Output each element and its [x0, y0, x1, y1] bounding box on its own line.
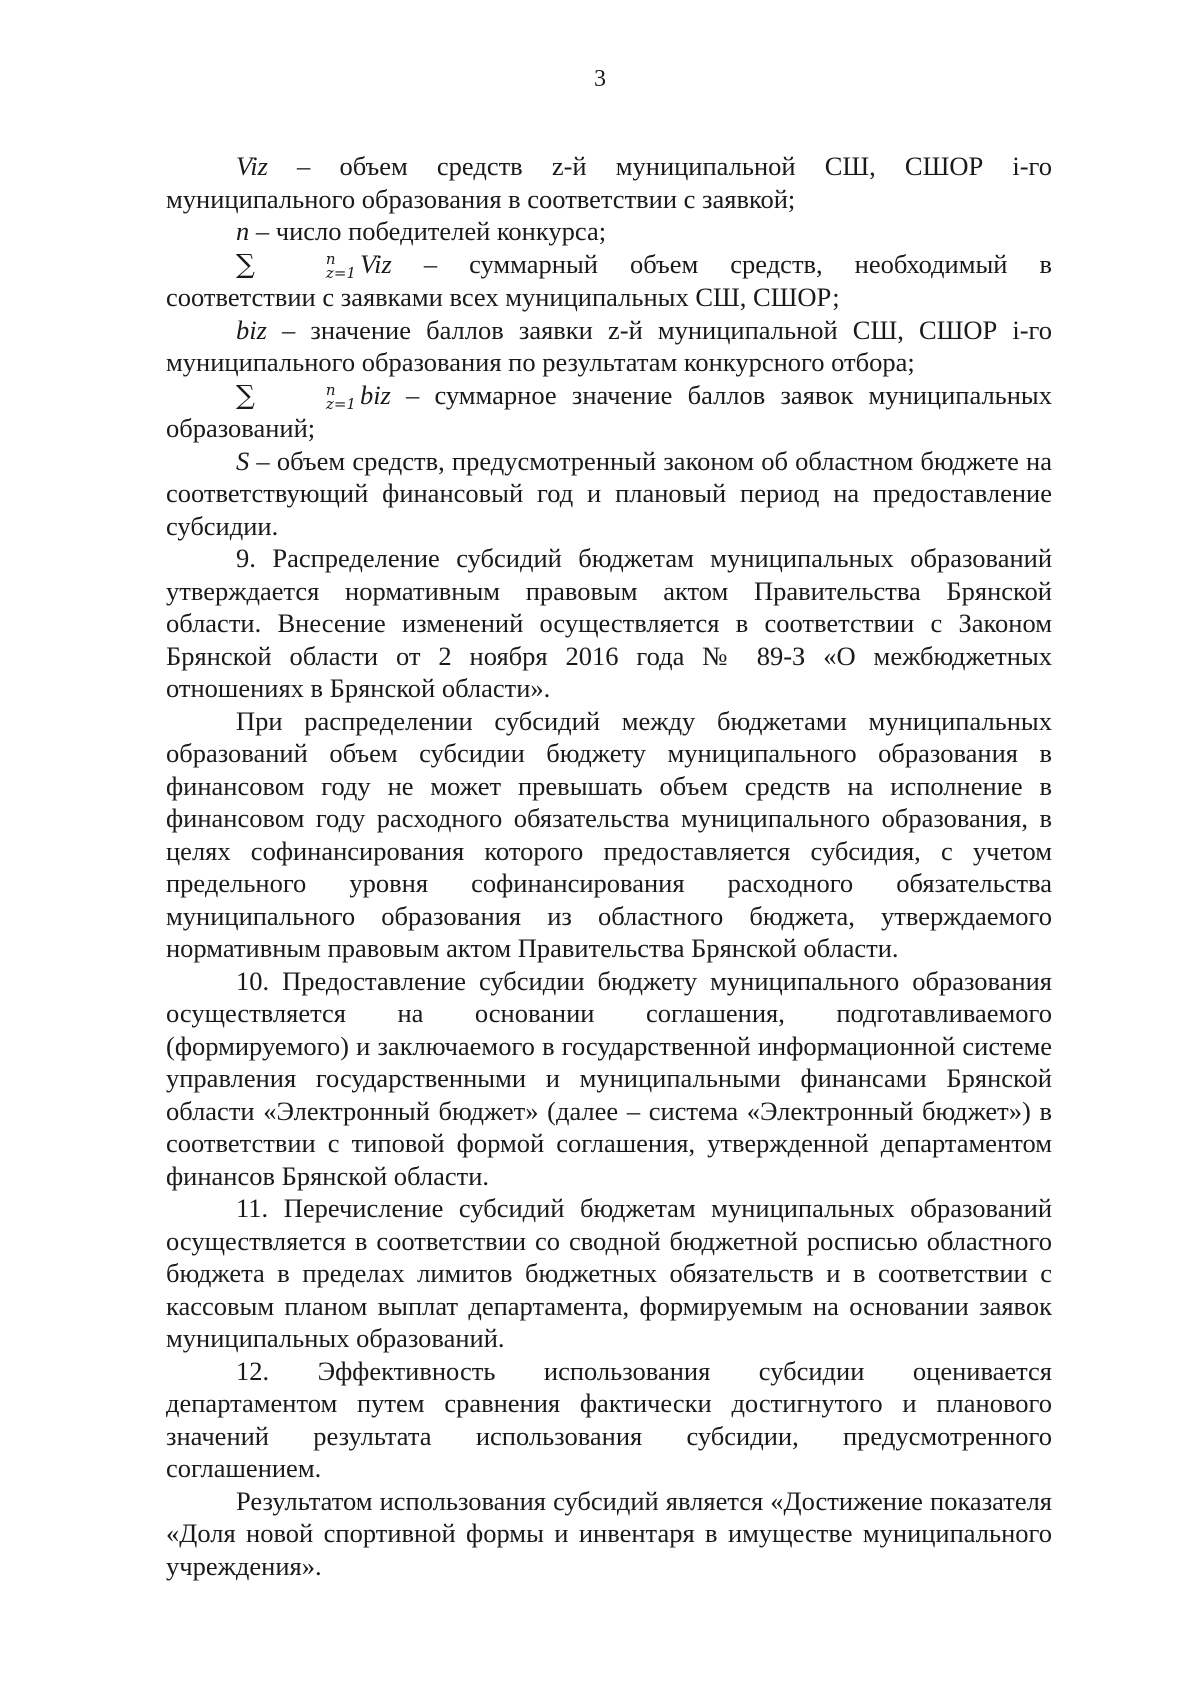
sum-lower-limit: z=1: [325, 263, 356, 282]
definition-text: – суммарный объем средств, необходимый в соответствии с заявками всех муниципальных СШ, СШОР;: [166, 248, 1052, 312]
paragraph-11: 11. Перечисление субсидий бюджетам муниципальных образований осуществляется в соответствии со сводной бюджетной росписью областного бюджета в пределах лимитов бюджетных обязательств и в соответствии с кассовым планом выплат департамента, формируемым на основании заявок муниципальных образований.: [166, 1193, 1052, 1353]
sum-sign: ∑ n z=1: [236, 379, 356, 413]
definition-s: [166, 445, 1052, 543]
sum-lower-limit: z=1: [325, 394, 356, 413]
paragraph-distribution: При распределении субсидий между бюджетами муниципальных образований объем субсидии бюджету муниципального образования в финансовом году не может превышать объем средств на исполнение в финансовом году расходного обязательства муниципального образования, в целях софинансирования которого предоставляется субсидия, с учетом предельного уровня софинансирования расходного обязательства муниципального образования из областного бюджета, утверждаемого нормативным правовым актом Правительства Брянской области.: [166, 705, 1052, 963]
symbol-n: n: [236, 216, 250, 246]
symbol-viz: Viz: [359, 248, 392, 279]
page-number: 3: [594, 66, 606, 92]
definition-sum-biz: [166, 379, 1052, 445]
definition-text: – число победителей конкурса;: [249, 216, 607, 246]
sum-sign: ∑ n z=1: [236, 248, 356, 282]
paragraph-9: 9. Распределение субсидий бюджетам муниципальных образований утверждается нормативным правовым актом Правительства Брянской области. Внесение изменений осуществляется в соответствии с Законом Брянской области от 2 ноября 2016 года № 89-З «О межбюджетных отношениях в Брянской области».: [166, 543, 1052, 703]
paragraph-12: 12. Эффективность использования субсидии оценивается департаментом путем сравнения фактически достигнутого и планового значений результата использования субсидии, предусмотренного соглашением.: [166, 1355, 1052, 1483]
definition-text: – объем средств z-й муниципальной СШ, СШОР i-го муниципального образования в соответствии с заявкой;: [166, 151, 1052, 214]
definition-text: – значение баллов заявки z-й муниципальной СШ, СШОР i-го муниципального образования по результатам конкурсного отбора;: [166, 314, 1052, 377]
symbol-s: S: [236, 445, 250, 476]
symbol-viz: Viz: [236, 151, 268, 181]
symbol-biz: biz: [359, 379, 391, 410]
paragraph-result: Результатом использования субсидий является «Достижение показателя «Доля новой спортивной формы и инвентаря в имуществе муниципального учреждения».: [166, 1485, 1052, 1581]
document-body: [166, 150, 1052, 1582]
symbol-biz: biz: [236, 314, 267, 345]
definition-text: – суммарное значение баллов заявок муниципальных образований;: [166, 379, 1052, 443]
definition-text: – объем средств, предусмотренный законом об областном бюджете на соответствующий финансовый год и плановый период на предоставление субсидии.: [166, 445, 1052, 541]
definition-biz: [166, 314, 1052, 379]
definition-viz: [166, 150, 1052, 215]
definition-n: [166, 215, 1052, 248]
definition-sum-viz: [166, 248, 1052, 314]
sum-upper-limit: n: [325, 249, 336, 268]
paragraph-10: 10. Предоставление субсидии бюджету муниципального образования осуществляется на основании соглашения, подготавливаемого (формируемого) и заключаемого в государственной информационной системе управления государственными и муниципальными финансами Брянской области «Электронный бюджет» (далее – система «Электронный бюджет») в соответствии с типовой формой соглашения, утвержденной департаментом финансов Брянской области.: [166, 965, 1052, 1191]
sum-upper-limit: n: [325, 380, 336, 399]
